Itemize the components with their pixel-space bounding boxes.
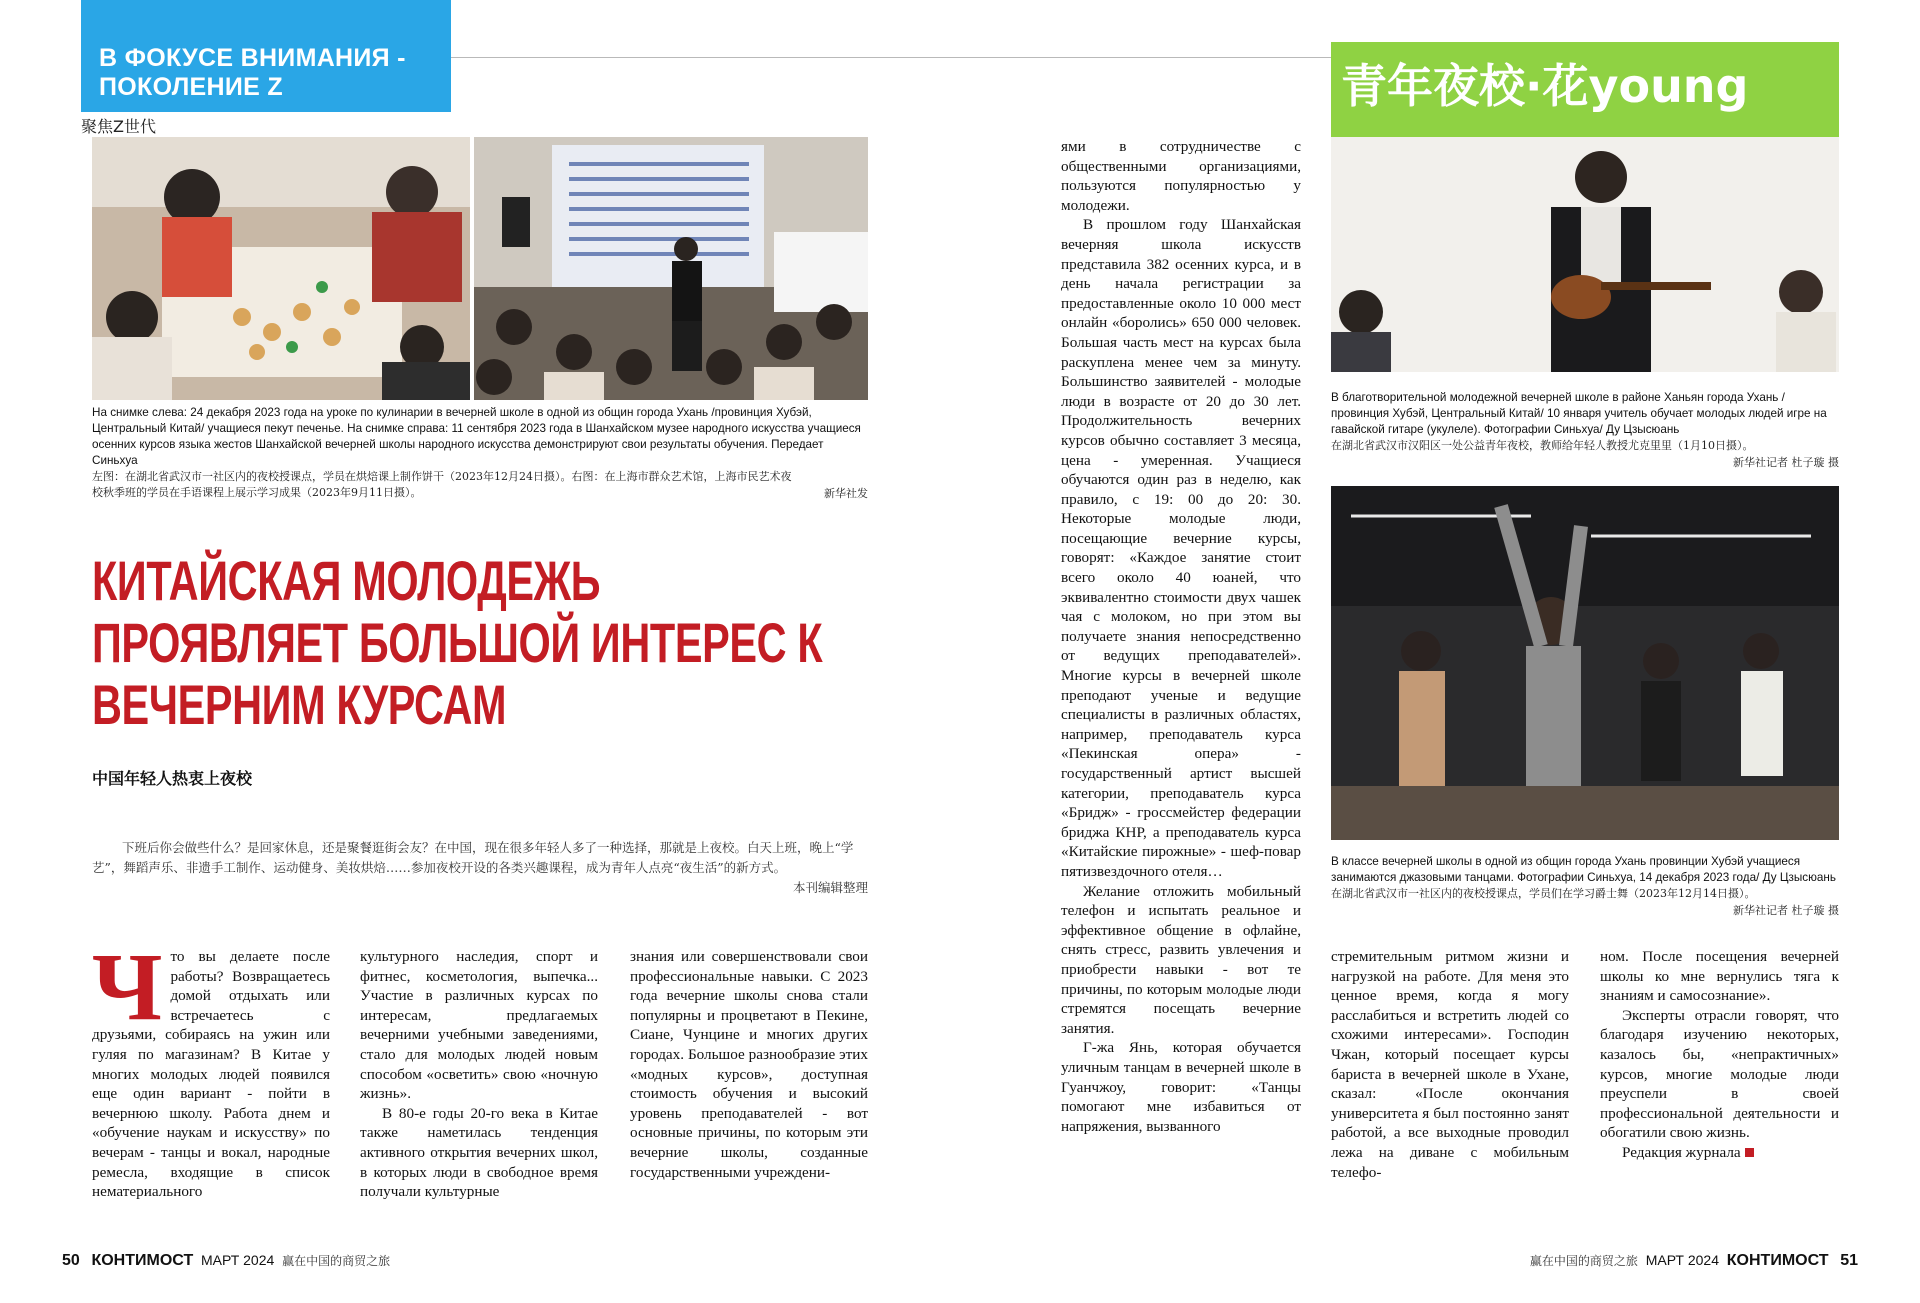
caption-right-top-ru: В благотворительной молодежной вечерней школе в районе Ханьян города Ухань /провинция Хубэй, Центральный Китай/ 10 января учитель обучает молодых людей игре на гавайской гитаре (укулеле). Фотографии Синьхуа/ Ду Цзысюань [1331,391,1827,436]
caption-right-bottom-credit: 新华社记者 杜子璇 摄 [1733,904,1839,917]
headline-line2: ПРОЯВЛЯЕТ БОЛЬШОЙ ИНТЕРЕС К [92,611,823,674]
page-number-left: 50 [62,1252,80,1269]
body-column-5 [1331,947,1569,1182]
paragraph: В 80-е годы 20-го века в Китае также наметилась тенденция активного открытия вечерних школ, в которых люди в свободное время получали культурные [360,1104,598,1201]
body-column-6 [1600,947,1839,1163]
signature-text: Редакция журнала [1622,1143,1741,1161]
caption-right-top-credit: 新华社记者 杜子璇 摄 [1733,456,1839,469]
caption-right-top-cn: 在湖北省武汉市汉阳区一处公益青年夜校，教师给年轻人教授尤克里里（1月10日摄）。 [1331,439,1754,452]
intro-text-cn: 下班后你会做些什么？是回家休息，还是聚餐逛街会友？在中国，现在很多年轻人多了一种选择，那就是上夜校。白天上班，晚上“学艺”，舞蹈声乐、非遗手工制作、运动健身、美妆烘焙……参加夜校开设的各类兴趣课程，成为青年人点亮“夜生活”的新方式。 [92,840,854,875]
footer-left [62,1252,390,1270]
body-column-1-text: то вы делаете после работы? Возвращаетесь домой отдыхать или встречаетесь с друзьями, собираясь на ужин или гуляя по магазинам? В Китае у многих молодых людей появился еще один вариант - пойти в вечернюю школу. Работа днем и «обучение наукам и искусству» по вечерам - танцы и вокал, народные ремесла, входящие в список нематериального [92,948,330,1201]
caption-top-ru: На снимке слева: 24 декабря 2023 года на уроке по кулинарии в вечерней школе в одной из общин города Ухань /провинция Хубэй, Центральный Китай/ учащиеся пекут печенье. На снимке справа: 11 сентября 2023 года в Шанхайском музее народного искусства учащиеся осенних курсов языка жестов Шанхайской вечерней школы народного искусства демонстрируют свои результаты обучения. Передает Синьхуа [92,406,861,467]
body-column-4 [1061,137,1301,1136]
cooking-class-photo [92,137,470,400]
intro-credit: 本刊编辑整理 [792,880,868,895]
section-title-line1: В ФОКУСЕ ВНИМАНИЯ - [99,44,406,72]
section-header [81,0,451,112]
body-column-3 [630,947,868,1182]
paragraph: Эксперты отрасли говорят, что благодаря изучению некоторых, казалось бы, «непрактичных» курсов, многие молодые люди преуспели в своей профессиональной деятельности и обогатили свою жизнь. [1600,1006,1839,1142]
section-title-line2: ПОКОЛЕНИЕ Z [99,73,283,101]
end-mark-icon [1745,1148,1754,1157]
caption-top-credit: 新华社发 [824,487,868,500]
body-column-2 [360,947,598,1202]
paragraph: стремительным ритмом жизни и нагрузкой на работе. Для меня это ценное время, когда я могу расслабиться и встретить людей со схожими интересами». Господин Чжан, который посещает курсы бариста в вечерней школе в Ухане, сказал: «После окончания университета я был постоянно занят работой, а все выходные проводил лежа на диване с мобильным телефо- [1331,948,1569,1181]
paragraph: Желание отложить мобильный телефон и испытать реальное и эффективное общение в офлайне, снять стресс, развить увлечения и приобрести навыки - вот те причины, по которым молодые люди стремятся посещать вечерние занятия. [1061,882,1301,1037]
paragraph: ями в сотрудничестве с общественными организациями, пользуются популярностью у молодежи. [1061,138,1301,214]
headline-line1: КИТАЙСКАЯ МОЛОДЕЖЬ [92,549,601,612]
headline-line3: ВЕЧЕРНИМ КУРСАМ [92,673,507,736]
issue-left: МАРТ 2024 [201,1252,275,1268]
drop-cap: Ч [92,933,163,1040]
header-rule [451,57,1339,58]
headline-subtitle-cn: 中国年轻人热衷上夜校 [92,769,253,788]
paragraph: В прошлом году Шанхайская вечерняя школа искусств представила 382 осенних курса, и в день начала регистрации за предоставленные около 10 000 мест онлайн «боролись» 650 000 человек. Большая часть мест на курсах была раскуплена менее чем за минуту. Большинство заявителей - молодые люди в возрасте от 20 до 30 лет. Продолжительность вечерних курсов обычно составляет 3 месяца, цена - умеренная. Учащиеся обучаются один раз в неделю, как правило, с 19: 00 до 20: 30. Некоторые молодые люди, посещающие вечерние курсы, говорят: «Каждое занятие стоит всего около 40 юаней, что эквивалентно стоимости двух чашек чая с молоком, но при этом вы получаете знания непосредственно от ведущих преподавателей». Многие курсы в вечерней школе преподают ученые и ведущие специалисты в различных областях, например, преподаватель курса «Пекинская опера» - государственный артист высшей категории, преподаватель курса «Бридж» - гроссмейстер федерации бриджа КНР, а преподаватель курса «Китайские пирожные» - шеф-повар пятизвездочного отеля… [1061,216,1301,880]
magazine-name-right: КОНТИМОСТ [1726,1252,1829,1269]
section-subtitle-cn: 聚焦Z世代 [81,117,156,136]
slogan-left: 赢在中国的商贸之旅 [282,1254,391,1268]
paragraph: культурного наследия, спорт и фитнес, косметология, выпечка... Участие в различных курсах по интересам, предлагаемых вечерними учебными заведениями, стало для молодых людей новым способом «осветить» свою «ночную жизнь». [360,948,598,1103]
jazz-dance-class-photo [1331,486,1839,840]
signature [1600,1143,1839,1163]
slogan-right: 赢在中国的商贸之旅 [1529,1254,1638,1268]
headline [92,549,823,736]
paragraph: ном. После посещения вечерней школы ко мне вернулись тяга к знаниям и самосознание». [1600,948,1839,1005]
page-number-right: 51 [1840,1252,1858,1269]
paragraph: знания или совершенствовали свои профессиональные навыки. С 2023 года вечерние школы снова стали популярны и процветают в Пекине, Сиане, Чунцине и многих других городах. Большое разнообразие этих «модных курсов», доступная стоимость обучения и высокий уровень преподавателей - вот основные причины, по которым эти вечерние школы, созданные государственными учреждени- [630,948,868,1181]
ukulele-class-photo [1331,42,1839,372]
magazine-name-left: КОНТИМОСТ [91,1252,194,1269]
footer-right [1530,1252,1858,1270]
issue-right: МАРТ 2024 [1645,1252,1719,1268]
body-column-1 [92,933,330,1202]
svg-text:青年夜校·花young: 青年夜校·花young [1341,59,1749,113]
sign-language-class-photo [474,137,868,400]
caption-right-bottom-cn: 在湖北省武汉市一社区内的夜校授课点，学员们在学习爵士舞（2023年12月14日摄）。 [1331,887,1756,900]
caption-top-cn: 左图：在湖北省武汉市一社区内的夜校授课点，学员在烘焙课上制作饼干（2023年12月24日摄）。右图：在上海市群众艺术馆，上海市民艺术夜校秋季班的学员在手语课程上展示学习成果（2023年9月11日摄）。 [92,470,792,499]
paragraph: Г-жа Янь, которая обучается уличным танцам в вечерней школе в Гуанчжоу, говорит: «Танцы помогают мне избавиться от напряжения, вызванного [1061,1039,1301,1135]
caption-right-bottom-ru: В классе вечерней школы в одной из общин города Ухань провинции Хубэй учащиеся занимаются джазовыми танцами. Фотографии Синьхуа, 14 декабря 2023 года/ Ду Цзысюань [1331,855,1836,884]
